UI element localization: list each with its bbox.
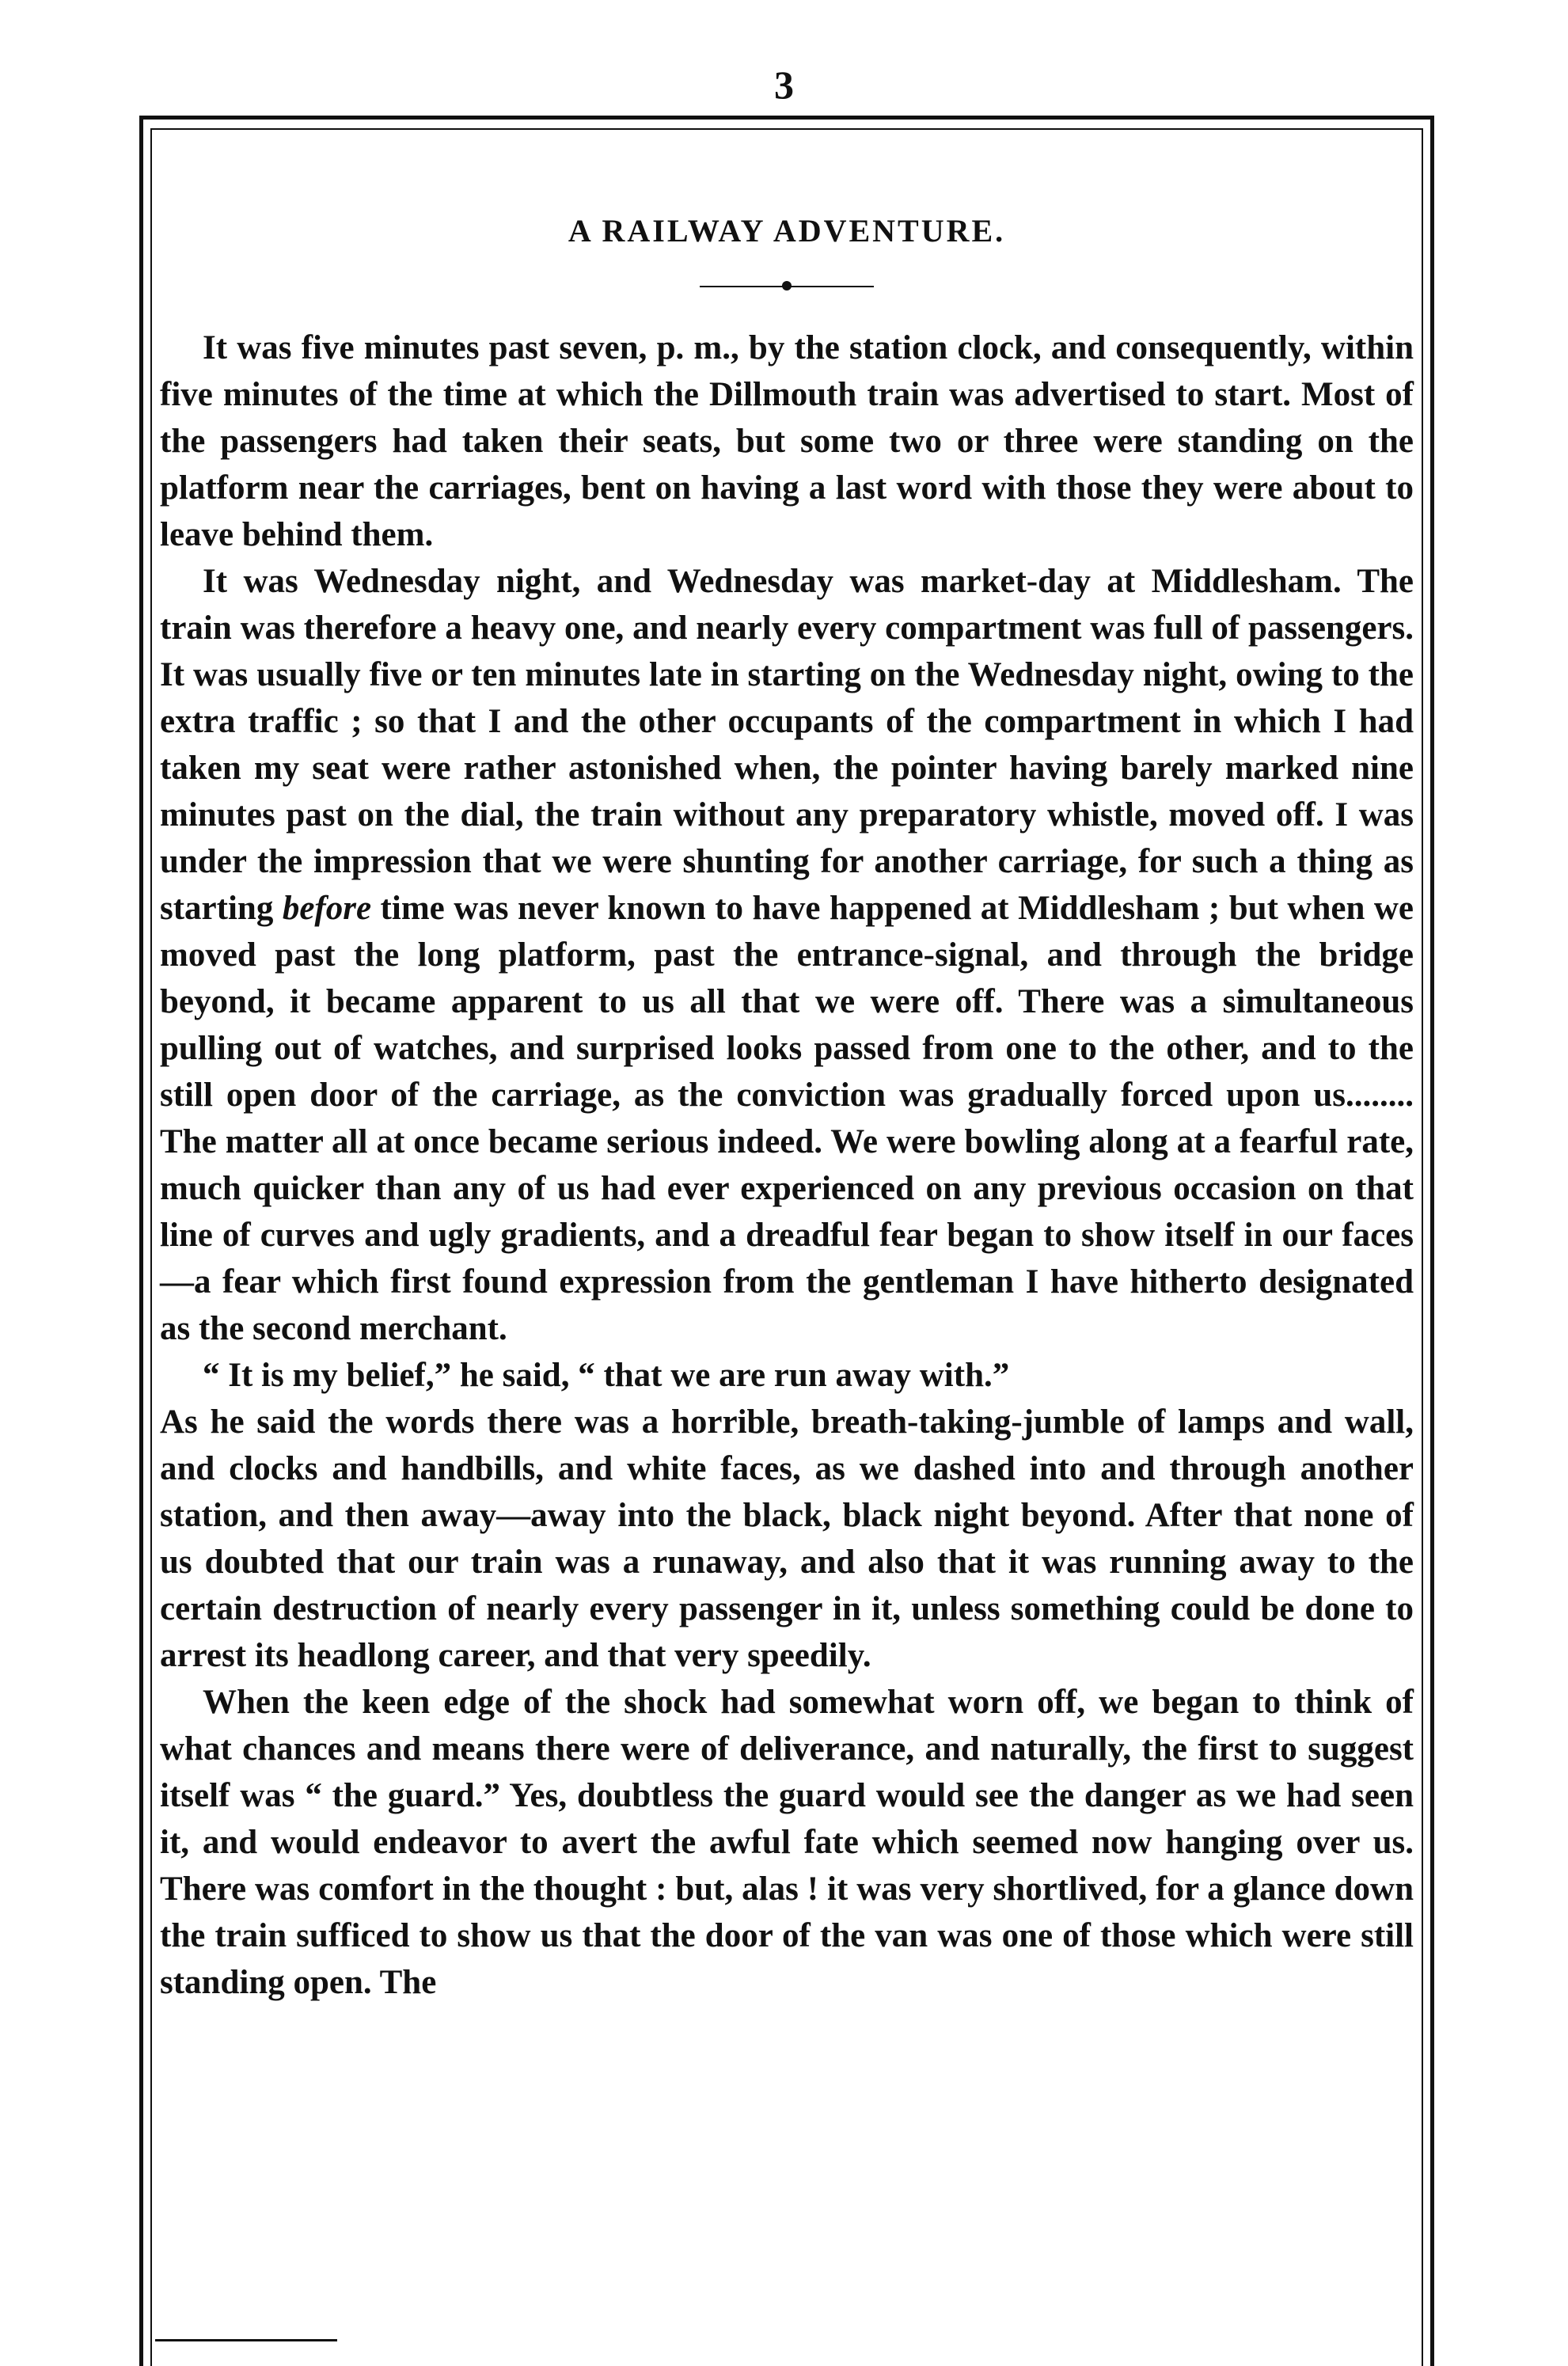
page-number: 3 bbox=[774, 63, 794, 107]
paragraph-4: As he said the words there was a horrible, breath-taking-jumble of lamps and wall, and clocks and handbills, and white faces, as we dashed into and through another station, and then away—away into the black, black night beyond. After that none of us doubted that our train was a runaway, and also that it was running away to the certain destruction of nearly every passenger in it, unless something could be done to arrest its headlong career, and that very speedily. bbox=[160, 1403, 1414, 1674]
paragraph-5: When the keen edge of the shock had somewhat worn off, we began to think of what chances and means there were of deliverance, and naturally, the first to suggest itself was “ the guard.” Yes, doubtless the guard would see the danger as we had seen it, and would endeavor to avert the awful fate which seemed now hanging over us. There was comfort in the thought : but, alas ! it was very shortlived, for a glance down the train sufficed to show us that the door of the van was one of those which were still standing open. The bbox=[160, 1684, 1414, 2001]
paragraph-1: It was five minutes past seven, p. m., by the station clock, and consequently, within five minutes of the time at which the Dillmouth train was advertised to start. Most of the passengers had taken their seats, but some two or three were standing on the platform near the carriages, bent on having a last word with those they were about to leave behind them. bbox=[160, 329, 1414, 553]
article bbox=[160, 207, 1414, 2006]
ornament-dot bbox=[782, 281, 792, 291]
paragraph-2-before: It was Wednesday night, and Wednesday was market-day at Middlesham. The train was therefore a heavy one, and nearly every compartment was full of passengers. It was usually five or ten minutes late in starting on the Wednesday night, owing to the extra traffic ; so that I and the other occupants of the compartment in which I had taken my seat were rather astonished when, the pointer having barely marked nine minutes past on the dial, the train without any preparatory whistle, moved off. I was under the impression that we were shunting for another carriage, for such a thing as starting bbox=[160, 563, 1414, 927]
article-title: A RAILWAY ADVENTURE. bbox=[568, 213, 1006, 249]
emphasized-word: before bbox=[282, 890, 372, 927]
paragraph-3: “ It is my belief,” he said, “ that we are run away with.” bbox=[203, 1357, 1010, 1394]
paragraph-2-after: time was never known to have happened at Middlesham ; but when we moved past the long platform, past the entrance-signal, and through the bridge beyond, it became apparent to us all that we were off. There was a simultaneous pulling out of watches, and surprised looks passed from one to the other, and to the still open door of the carriage, as the conviction was gradually forced upon us........ The matter all at once became serious indeed. We were bowling along at a fearful rate, much quicker than any of us had ever experienced on any previous occasion on that line of curves and ugly gradients, and a dreadful fear began to show itself in our faces —a fear which first found expression from the gentleman I have hitherto designated as the second merchant. bbox=[160, 890, 1414, 1347]
title-ornament bbox=[700, 279, 874, 294]
paragraph-2 bbox=[160, 558, 1414, 1352]
bottom-rule bbox=[155, 2339, 337, 2341]
